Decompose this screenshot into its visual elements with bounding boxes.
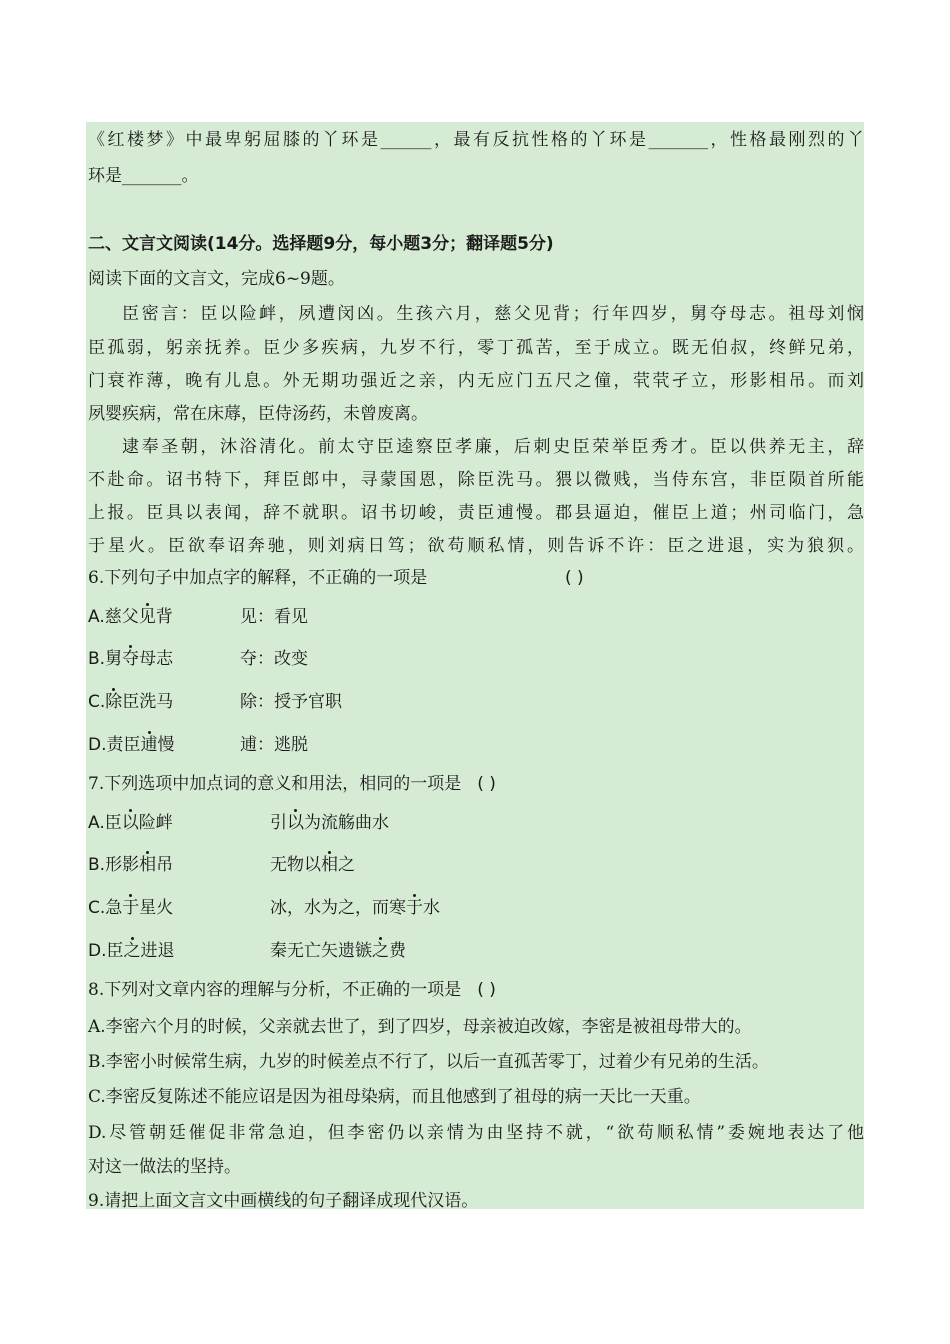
passage-line: 不赴命。诏书特下，拜臣郎中，寻蒙国恩，除臣洗马。猥以微贱，当侍东宫，非臣陨首所能 <box>88 470 864 490</box>
dotted-char: 于 <box>406 898 423 918</box>
dotted-char: 之 <box>372 941 389 961</box>
passage-line: 于星火。臣欲奉诏奔驰，则刘病日笃；欲苟顺私情，则告诉不许：臣之进退，实为狼狈。 <box>88 536 864 556</box>
question-6-option-a: A.慈父见背 <box>88 607 173 627</box>
question-6-stem: 6.下列句子中加点字的解释，不正确的一项是 ( ) <box>88 568 584 588</box>
question-7-compare-c: 冰，水为之，而寒于水 <box>270 898 440 918</box>
question-6-gloss-a: 见：看见 <box>240 607 308 627</box>
question-8-option-a: A.李密六个月的时候，父亲就去世了，到了四岁，母亲被迫改嫁，李密是被祖母带大的。 <box>88 1017 752 1037</box>
dotted-char: 相 <box>139 855 157 875</box>
question-7-option-a: A.臣以险衅 <box>88 813 173 833</box>
dotted-char: 以 <box>287 813 304 833</box>
question-7-stem: 7.下列选项中加点词的意义和用法，相同的一项是 ( ) <box>88 774 496 794</box>
question-9-stem: 9.请把上面文言文中画横线的句子翻译成现代汉语。 <box>88 1191 479 1211</box>
fill-blank-line-1: 《红楼梦》中最卑躬屈膝的丫环是______，最有反抗性格的丫环是_______，性格最刚烈的丫 <box>88 130 864 150</box>
question-8-stem: 8.下列对文章内容的理解与分析，不正确的一项是 ( ) <box>88 980 496 1000</box>
question-6-gloss-d: 逋：逃脱 <box>240 735 308 755</box>
question-7-compare-d: 秦无亡矢遗镞之费 <box>270 941 406 961</box>
passage-line: 臣孤弱，躬亲抚养。臣少多疾病，九岁不行，零丁孤苦，至于成立。既无伯叔，终鲜兄弟， <box>88 338 864 358</box>
passage-line: 夙婴疾病，常在床蓐，臣侍汤药，未曾废离。 <box>88 404 428 424</box>
question-8-option-b: B.李密小时候常生病，九岁的时候差点不行了，以后一直孤苦零丁，过着少有兄弟的生活。 <box>88 1052 769 1072</box>
question-6-option-d: D.责臣逋慢 <box>88 735 175 755</box>
passage-line: 上报。臣具以表闻，辞不就职。诏书切峻，责臣逋慢。郡县逼迫，催臣上道；州司临门，急 <box>88 503 864 523</box>
section-heading: 二、文言文阅读(14分。选择题9分，每小题3分；翻译题5分) <box>88 234 554 254</box>
question-6-option-c: C.除臣洗马 <box>88 692 174 712</box>
question-8-option-d-line-1: D.尽管朝廷催促非常急迫，但李密仍以亲情为由坚持不就，“欲苟顺私情”委婉地表达了他 <box>88 1123 864 1143</box>
dotted-char: 于 <box>122 898 140 918</box>
question-8-option-d-line-2: 对这一做法的坚持。 <box>88 1157 241 1177</box>
question-6-option-b: B.舅夺母志 <box>88 649 174 669</box>
question-7-option-d: D.臣之进退 <box>88 941 175 961</box>
answer-paren: ( ) <box>477 980 496 1000</box>
answer-paren: ( ) <box>477 774 496 794</box>
fill-blank-line-2: 环是_______。 <box>88 166 199 186</box>
dotted-char: 夺 <box>122 649 140 669</box>
answer-paren: ( ) <box>565 568 584 588</box>
dotted-char: 相 <box>321 855 338 875</box>
question-7-option-b: B.形影相吊 <box>88 855 174 875</box>
passage-line: 臣密言：臣以险衅，夙遭闵凶。生孩六月，慈父见背；行年四岁，舅夺母志。祖母刘悯 <box>122 304 864 324</box>
dotted-char: 除 <box>105 692 123 712</box>
question-6-gloss-b: 夺：改变 <box>240 649 308 669</box>
dotted-char: 以 <box>121 813 139 833</box>
dotted-char: 之 <box>123 941 141 961</box>
question-7-compare-a: 引以为流觞曲水 <box>270 813 389 833</box>
question-6-gloss-c: 除：授予官职 <box>240 692 342 712</box>
question-8-option-c: C.李密反复陈述不能应诏是因为祖母染病，而且他感到了祖母的病一天比一天重。 <box>88 1087 701 1107</box>
question-7-option-c: C.急于星火 <box>88 898 174 918</box>
question-7-compare-b: 无物以相之 <box>270 855 355 875</box>
dotted-char: 见 <box>138 607 156 627</box>
passage-line: 逮奉圣朝，沐浴清化。前太守臣逵察臣孝廉，后刺史臣荣举臣秀才。臣以供养无主，辞 <box>122 437 864 457</box>
dotted-char: 逋 <box>140 735 158 755</box>
section-instruction: 阅读下面的文言文，完成6~9题。 <box>88 269 345 289</box>
passage-line: 门衰祚薄，晚有儿息。外无期功强近之亲，内无应门五尺之僮，茕茕孑立，形影相吊。而刘 <box>88 371 864 391</box>
